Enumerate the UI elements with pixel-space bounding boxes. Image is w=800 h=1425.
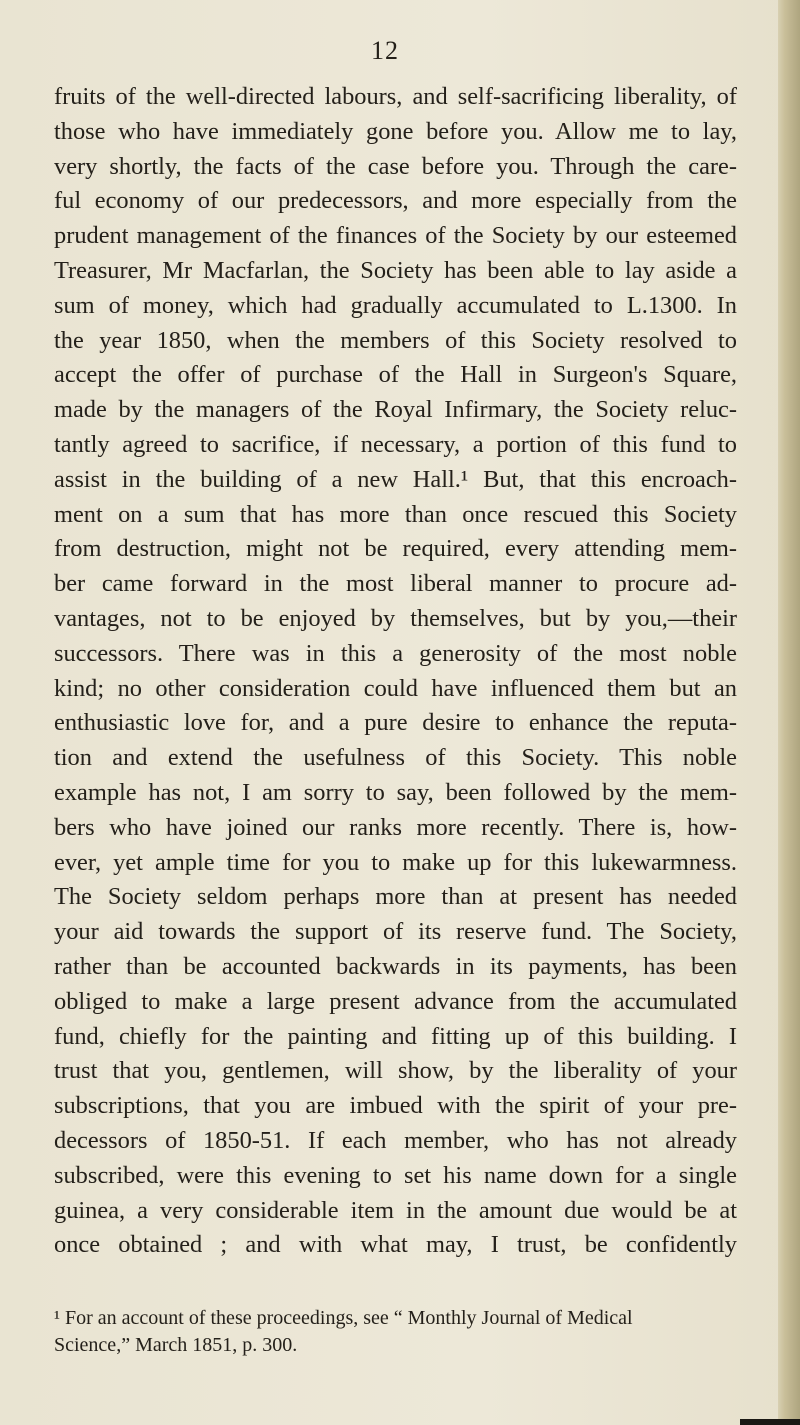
page-edge	[778, 0, 800, 1425]
text-line: very shortly, the facts of the case before you. Through the care-	[54, 152, 737, 180]
text-line: ment on a sum that has more than once rescued this Society	[54, 500, 737, 528]
text-line: rather than be accounted backwards in its payments, has been	[54, 952, 737, 980]
text-line: successors. There was in this a generosity of the most noble	[54, 639, 737, 667]
text-line: ever, yet ample time for you to make up for this lukewarmness.	[54, 848, 737, 876]
text-line: The Society seldom perhaps more than at present has needed	[54, 883, 737, 911]
body-text	[54, 80, 737, 1263]
text-line: example has not, I am sorry to say, been followed by the mem-	[54, 778, 737, 806]
text-line: fruits of the well-directed labours, and self-sacrificing liberality, of	[54, 83, 737, 110]
text-line: ful economy of our predecessors, and more especially from the	[54, 187, 737, 215]
text-line: trust that you, gentlemen, will show, by the liberality of your	[54, 1057, 737, 1085]
text-line: those who have immediately gone before you. Allow me to lay,	[54, 117, 737, 145]
footnote-line: ¹ For an account of these proceedings, see “ Monthly Journal of Medical	[54, 1307, 633, 1329]
footnote	[54, 1305, 737, 1359]
text-line: fund, chiefly for the painting and fitting up of this building. I	[54, 1022, 737, 1050]
text-line: once obtained ; and with what may, I trust, be confidently	[54, 1231, 737, 1259]
text-line: made by the managers of the Royal Infirmary, the Society reluc-	[54, 396, 737, 424]
text-line: ber came forward in the most liberal manner to procure ad-	[54, 570, 737, 598]
text-line: vantages, not to be enjoyed by themselves, but by you,—their	[54, 604, 737, 632]
text-line: accept the offer of purchase of the Hall in Surgeon's Square,	[54, 361, 737, 389]
footnote-line: Science,” March 1851, p. 300.	[54, 1334, 298, 1356]
text-line: bers who have joined our ranks more recently. There is, how-	[54, 813, 737, 841]
text-line: tantly agreed to sacrifice, if necessary, a portion of this fund to	[54, 430, 737, 458]
text-line: subscribed, were this evening to set his name down for a single	[54, 1161, 737, 1189]
text-line: subscriptions, that you are imbued with the spirit of your pre-	[54, 1092, 737, 1120]
text-line: sum of money, which had gradually accumulated to L.1300. In	[54, 291, 737, 319]
page-edge-shadow	[740, 1419, 800, 1425]
text-line: from destruction, might not be required, every attending mem-	[54, 535, 737, 563]
text-line: Treasurer, Mr Macfarlan, the Society has been able to lay aside a	[54, 256, 737, 284]
text-line: obliged to make a large present advance from the accumulated	[54, 987, 737, 1015]
text-line: enthusiastic love for, and a pure desire to enhance the reputa-	[54, 709, 737, 737]
text-line: tion and extend the usefulness of this Society. This noble	[54, 744, 737, 772]
text-line: the year 1850, when the members of this Society resolved to	[54, 326, 737, 354]
text-line: prudent management of the finances of the Society by our esteemed	[54, 222, 737, 250]
text-line: kind; no other consideration could have influenced them but an	[54, 674, 737, 702]
text-line: decessors of 1850-51. If each member, who has not already	[54, 1126, 737, 1154]
page-number: 12	[371, 36, 399, 65]
text-line: guinea, a very considerable item in the amount due would be at	[54, 1196, 737, 1224]
text-line: assist in the building of a new Hall.¹ But, that this encroach-	[54, 465, 737, 493]
text-line: your aid towards the support of its reserve fund. The Society,	[54, 918, 737, 946]
